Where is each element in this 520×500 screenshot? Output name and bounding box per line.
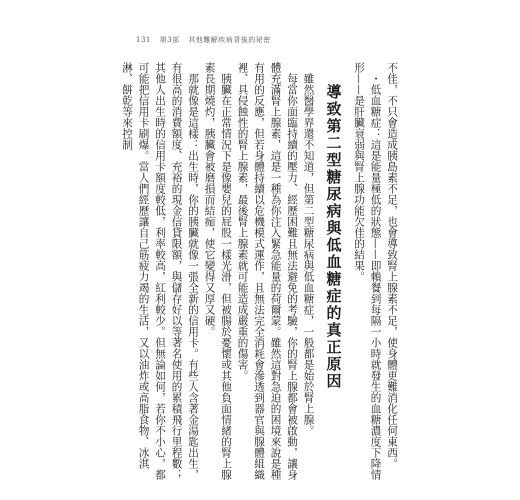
paragraph-5: 胰臟在正常情況下是像嬰兒的屁股一樣光滑，但被腸於憂懷或其他負面情緒的腎上腺素長期燒灼，胰臟會被磨損而結痂，使它變得又厚又硬。 (203, 62, 232, 480)
vertical-text-body (121, 62, 400, 486)
paragraph-1: 不佳，不只會造成胰島素不足，也會導致腎上腺素不足，使身體更難消化任何東西。 (386, 62, 398, 469)
section-heading: 導致第二型糖尿病與低血糖症的真正原因 (324, 84, 343, 390)
paragraph-3: 雖然醫學界還不知道，但第二型糖尿病與低血糖症，一般都是始於腎上腺。 (302, 72, 315, 436)
page-number: 131 (136, 36, 151, 44)
paragraph-6: 那就像是這樣：出生時，你的胰臟就像一張全新的信用卡。有些人含著金湯匙出生，有很高的消費額度、充裕的現金信貸限額，與儲存好以等著名使用的累積飛行里程數；其他人出生時的信用卡額度較低，利率較高，紅利較少。但無論如何，若你不小心，都可能把信用卡刷爆。當人們經歷讓自己筋疲力竭的生活，又以油炸或高脂食物、冰淇淋、餅乾等來控制 (121, 62, 199, 480)
paragraph-2: ・低血糖症：這是能量極低的狀態——即賴餐到每隔一小時就發生的血糖濃度下降情形——是肝臟衰弱與腎上腺功能欠佳的結果。 (353, 62, 382, 480)
running-header (136, 35, 277, 45)
chapter-title: 其他難解疾病背後的祕密 (188, 36, 271, 44)
chapter-label: 第3部 (159, 36, 180, 44)
paragraph-4: 每當你面臨持續的壓力、經歷困難且無法避免的考驗，你的腎上腺都會被啟動，讓身體充滿腎上腺素，這是一種為你注入緊急能量的荷爾蒙。雖然這對急迫的困境來說是種有用的反應，但若身體持續以危機模式運作，且無法完全消耗會滲透到器官與腺體組織裡、具侵蝕性的腎上腺素，最後腎上腺素就可能造成嚴重的傷害。 (236, 62, 298, 480)
